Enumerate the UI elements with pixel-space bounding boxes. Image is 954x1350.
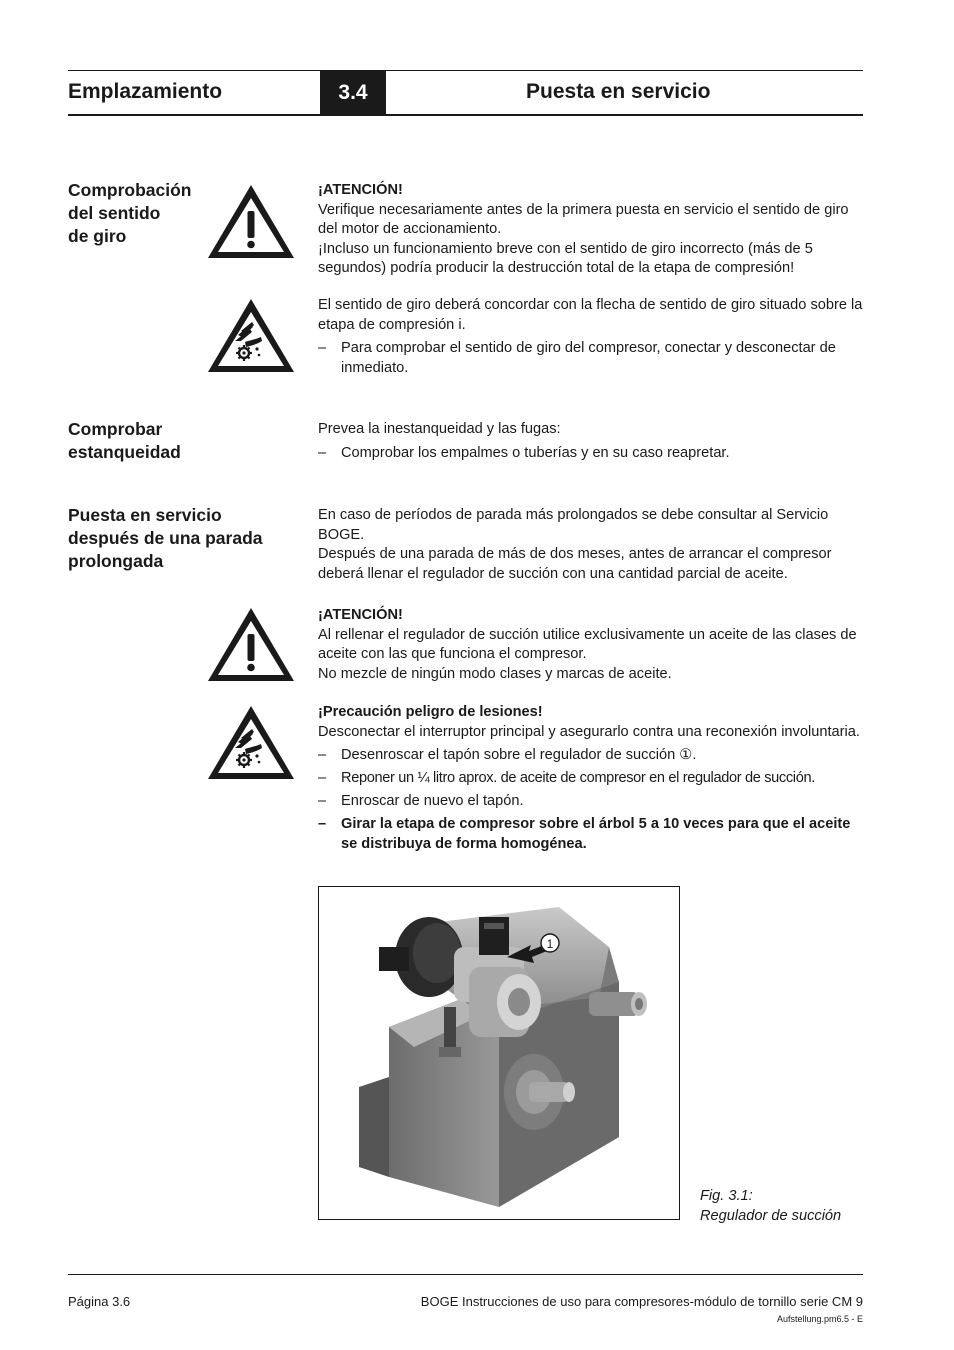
restart-p2: Después de una parada de más de dos meses, antes de arrancar el compresor deberá llenar el regulador de succión con una cantidad parcial de aceite. bbox=[318, 546, 832, 582]
heading-rotation: Comprobación del sentido de giro bbox=[68, 180, 192, 246]
hand-injury-warning-icon bbox=[205, 295, 297, 375]
suction-regulator-photo bbox=[319, 887, 679, 1219]
list-item: – Enroscar de nuevo el tapón. bbox=[318, 792, 866, 812]
rotation-info-text: El sentido de giro deberá concordar con la flecha de sentido de giro situado sobre la etapa de compresión i. bbox=[318, 297, 863, 333]
figure-caption-line-2: Regulador de succión bbox=[700, 1207, 842, 1224]
leaks-block bbox=[318, 420, 866, 467]
figure-caption bbox=[700, 1187, 841, 1226]
heading-leaks: Comprobar estanqueidad bbox=[68, 419, 181, 462]
header-top-rule bbox=[68, 70, 863, 71]
restart-warning-block bbox=[318, 606, 866, 684]
rotation-warning-block bbox=[318, 181, 866, 279]
header-bottom-rule bbox=[68, 114, 863, 116]
file-reference: Aufstellung.pm6.5 - E bbox=[776, 1314, 863, 1324]
page-number: Página 3.6 bbox=[68, 1294, 131, 1309]
restart-caution-title: ¡Precaución peligro de lesiones! bbox=[318, 704, 543, 720]
restart-warning-text: Al rellenar el regulador de succión utilice exclusivamente un aceite de las clases de aceite con las que funciona el compresor. bbox=[318, 626, 857, 662]
footer-rule bbox=[68, 1274, 863, 1275]
restart-caution-text: Desconectar el interruptor principal y asegurarlo contra una reconexión involuntaria. bbox=[318, 723, 860, 740]
rotation-warning-text-2: ¡Incluso un funcionamiento breve con el sentido de giro incorrecto (más de 5 segundos) podría producir la destrucción total de la etapa de compresión! bbox=[318, 240, 813, 276]
list-item: – Para comprobar el sentido de giro del compresor, conectar y desconectar de inmediato. bbox=[318, 339, 866, 378]
section-title: Emplazamiento bbox=[68, 80, 223, 103]
leaks-intro: Prevea la inestanqueidad y las fugas: bbox=[318, 421, 561, 437]
warning-exclamation-icon bbox=[205, 181, 297, 261]
warning-exclamation-icon bbox=[205, 604, 297, 684]
list-item: – Girar la etapa de compresor sobre el árbol 5 a 10 veces para que el aceite se distribuya de forma homogénea. bbox=[318, 815, 866, 854]
hand-injury-warning-icon bbox=[205, 702, 297, 782]
heading-restart: Puesta en servicio después de una parada prolongada bbox=[68, 505, 263, 571]
subsection-title: Puesta en servicio bbox=[526, 80, 711, 103]
restart-warning-title: ¡ATENCIÓN! bbox=[318, 607, 403, 623]
restart-warning-text-2: No mezcle de ningún modo clases y marcas de aceite. bbox=[318, 665, 672, 682]
list-item: – Comprobar los empalmes o tuberías y en su caso reapretar. bbox=[318, 444, 866, 464]
rotation-warning-text: Verifique necesariamente antes de la primera puesta en servicio el sentido de giro del motor de accionamiento. bbox=[318, 201, 849, 237]
figure-frame bbox=[318, 886, 680, 1220]
document-title: BOGE Instrucciones de uso para compresores-módulo de tornillo serie CM 9 bbox=[420, 1294, 863, 1309]
figure-callout: 1 bbox=[546, 937, 554, 951]
list-item: – Reponer un ¼ litro aprox. de aceite de compresor en el regulador de succión. bbox=[318, 769, 866, 789]
section-number: 3.4 bbox=[320, 71, 386, 115]
restart-caution-block bbox=[318, 703, 866, 858]
figure-caption-line-1: Fig. 3.1: bbox=[700, 1188, 753, 1204]
restart-intro-block bbox=[318, 506, 866, 584]
rotation-warning-title: ¡ATENCIÓN! bbox=[318, 182, 403, 198]
rotation-info-block bbox=[318, 296, 866, 382]
restart-p1: En caso de períodos de parada más prolongados se debe consultar al Servicio BOGE. bbox=[318, 507, 829, 543]
list-item: – Desenroscar el tapón sobre el regulador de succión ①. bbox=[318, 746, 866, 766]
